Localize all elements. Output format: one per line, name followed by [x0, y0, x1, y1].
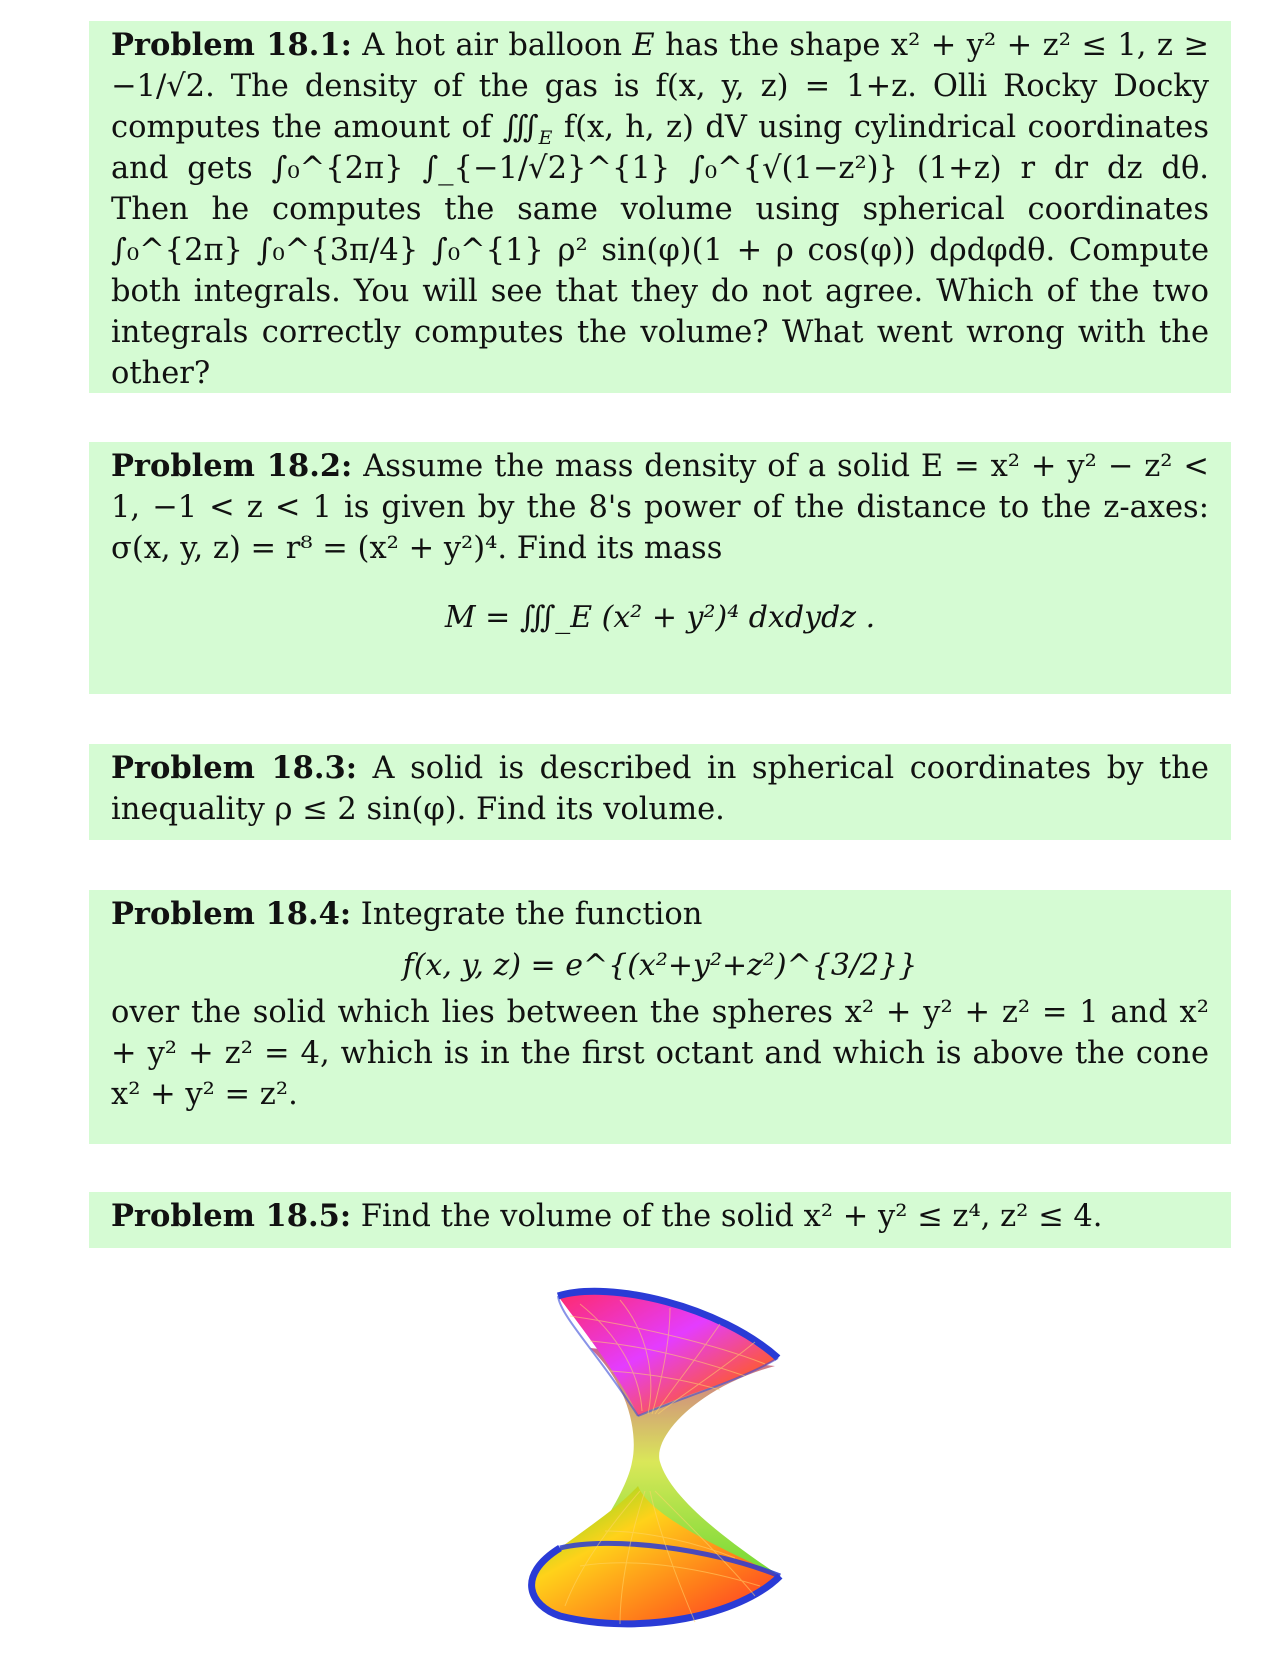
problem-18-1 [89, 21, 1231, 393]
balloon-symbol: E [632, 28, 655, 63]
problem-text: A solid is described in spherical coordinates by the inequality ρ ≤ 2 sin(φ). Find its volume. [111, 751, 1209, 827]
problem-label: Problem 18.5: [111, 1198, 352, 1234]
problem-text-cont: has the shape x² + y² + z² ≤ 1, z ≥ −1/√2. The density of the gas is f(x, y, z) = 1+z. Olli Rocky Docky computes the amount of ∭ [111, 28, 1209, 145]
mass-integral-display: M = ∭_E (x² + y²)⁴ dxdydz . [444, 600, 876, 635]
problem-18-5 [89, 1192, 1231, 1248]
problem-label: Problem 18.3: [111, 750, 357, 786]
problem-text: Find the volume of the solid x² + y² ≤ z⁴, z² ≤ 4. [351, 1199, 1103, 1234]
problem-text-after: over the solid which lies between the spheres x² + y² + z² = 1 and x² + y² + z² = 4, which is in the first octant and which is above the cone x² + y² = z². [111, 995, 1209, 1112]
problem-text: Assume the mass density of a solid E = x² + y² − z² < 1, −1 < z < 1 is given by the 8's power of the distance to the z-axes: σ(x, y, z) = r⁸ = (x² + y²)⁴. Find its mass [111, 449, 1209, 566]
problem-18-3 [89, 744, 1231, 840]
problem-text-end: f(x, h, z) dV using cylindrical coordinates and gets ∫₀^{2π} ∫_{−1/√2}^{1} ∫₀^{√(1−z²)} (1+z) r dr dz dθ. Then he computes the same volume using spherical coordinates ∫₀^{2π} ∫₀^{3π/4} ∫₀^{1} ρ² sin(φ)(1 + ρ cos(φ)) dρdφdθ. Compute both integrals. You will see that they do not agree. Which of the two integrals correctly computes the volume? What went wrong with the other? [111, 110, 1209, 391]
problem-text: A hot air balloon [351, 28, 633, 63]
problem-18-2 [89, 442, 1231, 694]
hyperboloid-surface-icon [520, 1286, 840, 1642]
problem-label: Problem 18.2: [111, 448, 353, 484]
problem-label: Problem 18.1: [111, 27, 352, 63]
problem-text: Integrate the function [351, 897, 703, 932]
region-subscript: E [538, 127, 553, 150]
problem-18-4 [89, 890, 1231, 1144]
problem-label: Problem 18.4: [111, 896, 352, 932]
function-display: f(x, y, z) = e^{(x²+y²+z²)^{3/2}} [402, 948, 918, 983]
